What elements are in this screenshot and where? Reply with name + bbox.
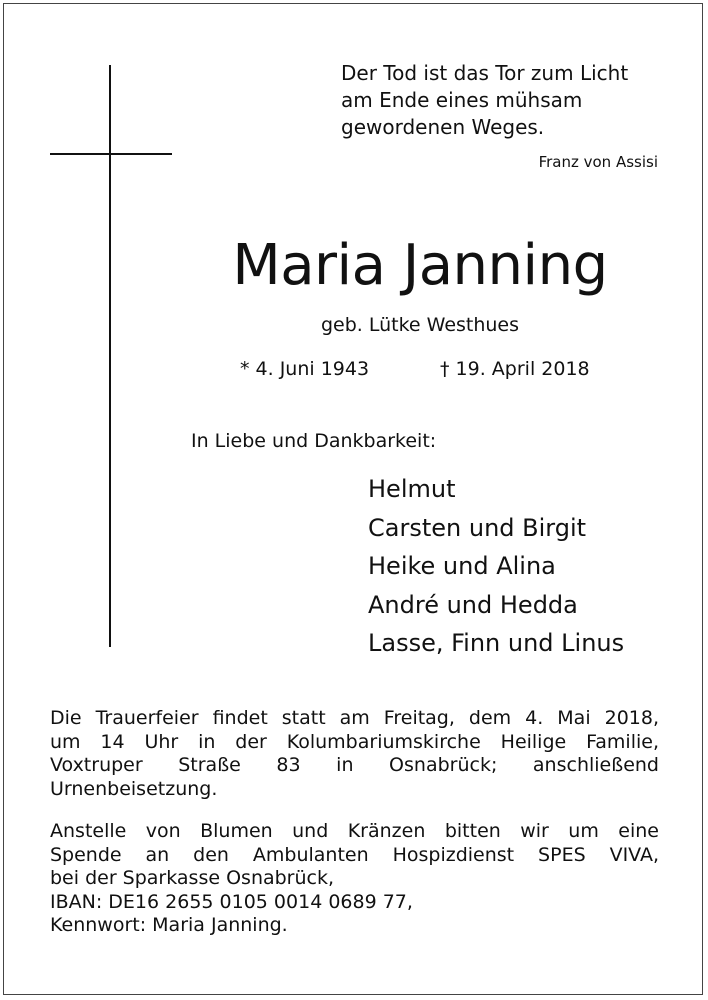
deceased-name: Maria Janning — [232, 233, 608, 298]
mourner: Carsten und Birgit — [368, 513, 587, 542]
quote-line: Der Tod ist das Tor zum Licht — [341, 61, 629, 85]
service-line: um 14 Uhr in der Kolumbariumskirche Heilige Familie, — [50, 730, 659, 753]
maiden-name: geb. Lütke Westhues — [320, 314, 520, 336]
mourner: André und Hedda — [368, 590, 578, 619]
quote-line: gewordenen Weges. — [341, 115, 545, 139]
birth-date: * 4. Juni 1943 — [240, 358, 370, 380]
cross-horizontal-bar — [50, 153, 172, 155]
donation-line: Kennwort: Maria Janning. — [50, 914, 288, 936]
service-line: Urnenbeisetzung. — [50, 777, 218, 800]
donation-line: IBAN: DE16 2655 0105 0014 0689 77, — [50, 890, 413, 913]
donation-line: bei der Sparkasse Osnabrück, — [50, 867, 335, 889]
dedication: In Liebe und Dankbarkeit: — [191, 430, 437, 452]
donation-line: Anstelle von Blumen und Kränzen bitten wir um eine — [50, 820, 659, 842]
donation-info — [50, 820, 659, 938]
mourner: Heike und Alina — [368, 552, 556, 580]
quote — [341, 60, 661, 141]
death-date: † 19. April 2018 — [440, 358, 590, 380]
donation-line: Spende an den Ambulanten Hospizdienst SPES VIVA, — [50, 843, 659, 866]
mourners-list — [368, 470, 624, 663]
mourner: Helmut — [368, 475, 456, 503]
quote-line: am Ende eines mühsam — [341, 88, 583, 112]
mourner: Lasse, Finn und Linus — [368, 629, 625, 657]
service-info — [50, 707, 659, 801]
quote-author: Franz von Assisi — [538, 153, 658, 171]
service-line: Voxtruper Straße 83 in Osnabrück; anschließend — [50, 754, 659, 776]
service-line: Die Trauerfeier findet statt am Freitag, dem 4. Mai 2018, — [50, 707, 659, 729]
